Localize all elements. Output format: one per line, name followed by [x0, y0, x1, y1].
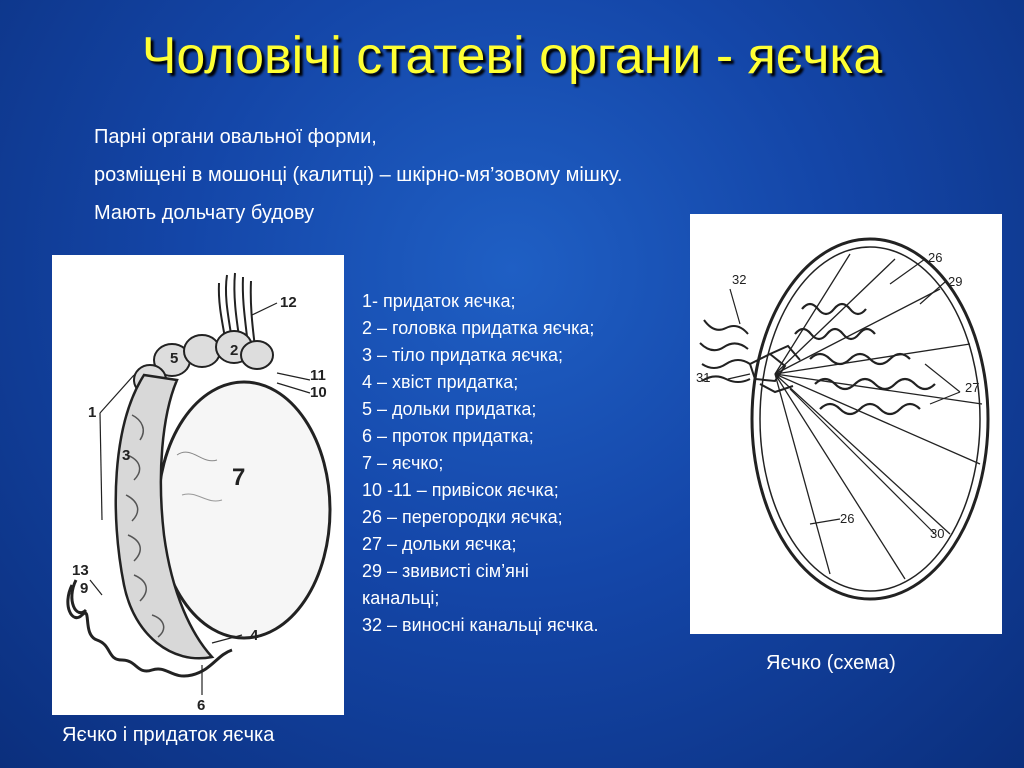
- caption-right: Яєчко (схема): [766, 652, 896, 674]
- legend-item: 29 – звивисті сім’яні: [362, 561, 529, 581]
- testis-epididymis-illustration: [52, 255, 344, 715]
- label-32: 32: [732, 272, 747, 287]
- legend-item: 6 – проток придатка;: [362, 426, 534, 446]
- legend-item: 5 – дольки придатка;: [362, 399, 537, 419]
- label-1: 1: [88, 404, 97, 421]
- legend-list: [362, 288, 672, 639]
- label-7: 7: [232, 464, 246, 491]
- label-9: 9: [80, 580, 89, 597]
- legend-item: 2 – головка придатка яєчка;: [362, 318, 595, 338]
- label-13: 13: [72, 562, 89, 579]
- legend-item: 10 -11 – привісок яєчка;: [362, 480, 559, 500]
- legend-item: 7 – яєчко;: [362, 453, 444, 473]
- label-6: 6: [197, 697, 206, 714]
- label-2: 2: [230, 342, 239, 359]
- label-3: 3: [122, 447, 131, 464]
- legend-item: 32 – виносні канальці яєчка.: [362, 615, 599, 635]
- legend-item: канальці;: [362, 588, 440, 608]
- caption-left: Яєчко і придаток яєчка: [62, 724, 275, 746]
- legend-item: 26 – перегородки яєчка;: [362, 507, 563, 527]
- label-10: 10: [310, 384, 327, 401]
- intro-line-1: Парні органи овальної форми,: [94, 126, 377, 148]
- label-11: 11: [310, 367, 326, 384]
- label-4: 4: [250, 627, 259, 644]
- legend-item: 27 – дольки яєчка;: [362, 534, 517, 554]
- label-26-top: 26: [928, 250, 943, 265]
- label-31: 31: [696, 370, 711, 385]
- legend-item: 3 – тіло придатка яєчка;: [362, 345, 564, 365]
- intro-line-3: Мають дольчату будову: [94, 202, 315, 224]
- label-30: 30: [930, 526, 945, 541]
- label-12: 12: [280, 294, 297, 311]
- testis-scheme-illustration: [690, 214, 1002, 634]
- label-29: 29: [948, 274, 963, 289]
- label-26-bottom: 26: [840, 511, 855, 526]
- page-title: Чоловічі статеві органи - яєчка: [141, 27, 883, 85]
- intro-line-2: розміщені в мошонці (калитці) – шкірно-мя’зовому мішку.: [94, 164, 623, 186]
- intro-text: [94, 126, 622, 240]
- legend-item: 4 – хвіст придатка;: [362, 372, 519, 392]
- legend-item: 1- придаток яєчка;: [362, 291, 516, 311]
- label-27: 27: [965, 380, 980, 395]
- label-5: 5: [170, 350, 179, 367]
